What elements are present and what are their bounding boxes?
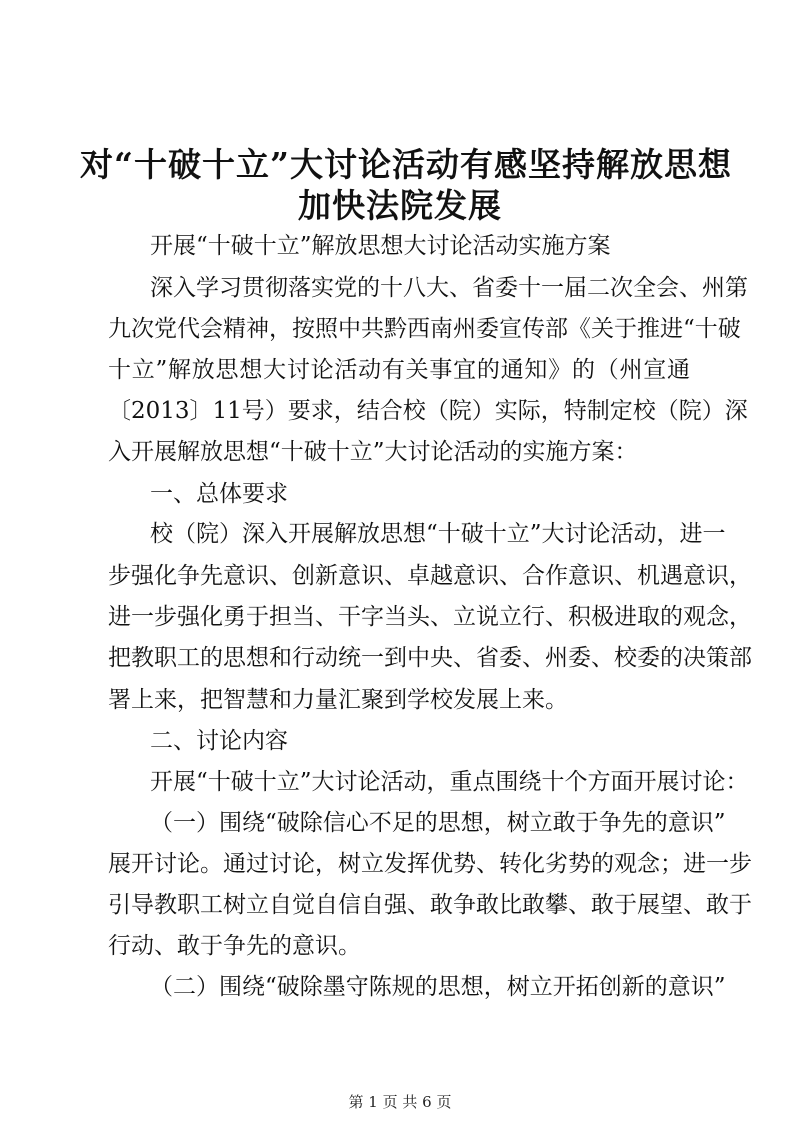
subtitle-paragraph: 开展“十破十立”解放思想大讨论活动实施方案	[150, 233, 611, 259]
page-number-footer: 第 1 页 共 6 页	[348, 1093, 452, 1111]
paragraph-line: 九次党代会精神，按照中共黔西南州委宣传部《关于推进“十破	[108, 316, 741, 342]
paragraph-line: 〔2013〕11号）要求，结合校（院）实际，特制定校（院）深	[108, 398, 748, 424]
paragraph-line: 校（院）深入开展解放思想“十破十立”大讨论活动，进一	[150, 521, 726, 547]
paragraph-line: 深入学习贯彻落实党的十八大、省委十一届二次全会、州第	[150, 275, 748, 301]
paragraph-line: （一）围绕“破除信心不足的思想，树立敢于争先的意识”	[150, 810, 726, 836]
paragraph-line: 步强化争先意识、创新意识、卓越意识、合作意识、机遇意识，	[108, 563, 752, 589]
document-title-line-2: 加快法院发展	[298, 186, 502, 225]
paragraph-line: 开展“十破十立”大讨论活动，重点围绕十个方面开展讨论：	[150, 769, 749, 795]
section-heading: 二、讨论内容	[150, 728, 288, 754]
paragraph-line: （二）围绕“破除墨守陈规的思想，树立开拓创新的意识”	[150, 974, 726, 1000]
paragraph-line: 展开讨论。通过讨论，树立发挥优势、转化劣势的观念；进一步	[108, 851, 752, 877]
section-heading: 一、总体要求	[150, 481, 288, 507]
paragraph-line: 进一步强化勇于担当、干字当头、立说立行、积极进取的观念，	[108, 604, 752, 630]
paragraph-line: 署上来，把智慧和力量汇聚到学校发展上来。	[108, 687, 568, 713]
document-title-line-1: 对“十破十立”大讨论活动有感坚持解放思想	[80, 145, 732, 184]
paragraph-line: 把教职工的思想和行动统一到中央、省委、州委、校委的决策部	[108, 645, 752, 671]
paragraph-line: 入开展解放思想“十破十立”大讨论活动的实施方案：	[108, 439, 638, 465]
paragraph-line: 十立”解放思想大讨论活动有关事宜的通知》的（州宣通	[108, 357, 690, 383]
paragraph-line: 行动、敢于争先的意识。	[108, 933, 361, 959]
paragraph-line: 引导教职工树立自觉自信自强、敢争敢比敢攀、敢于展望、敢于	[108, 892, 752, 918]
